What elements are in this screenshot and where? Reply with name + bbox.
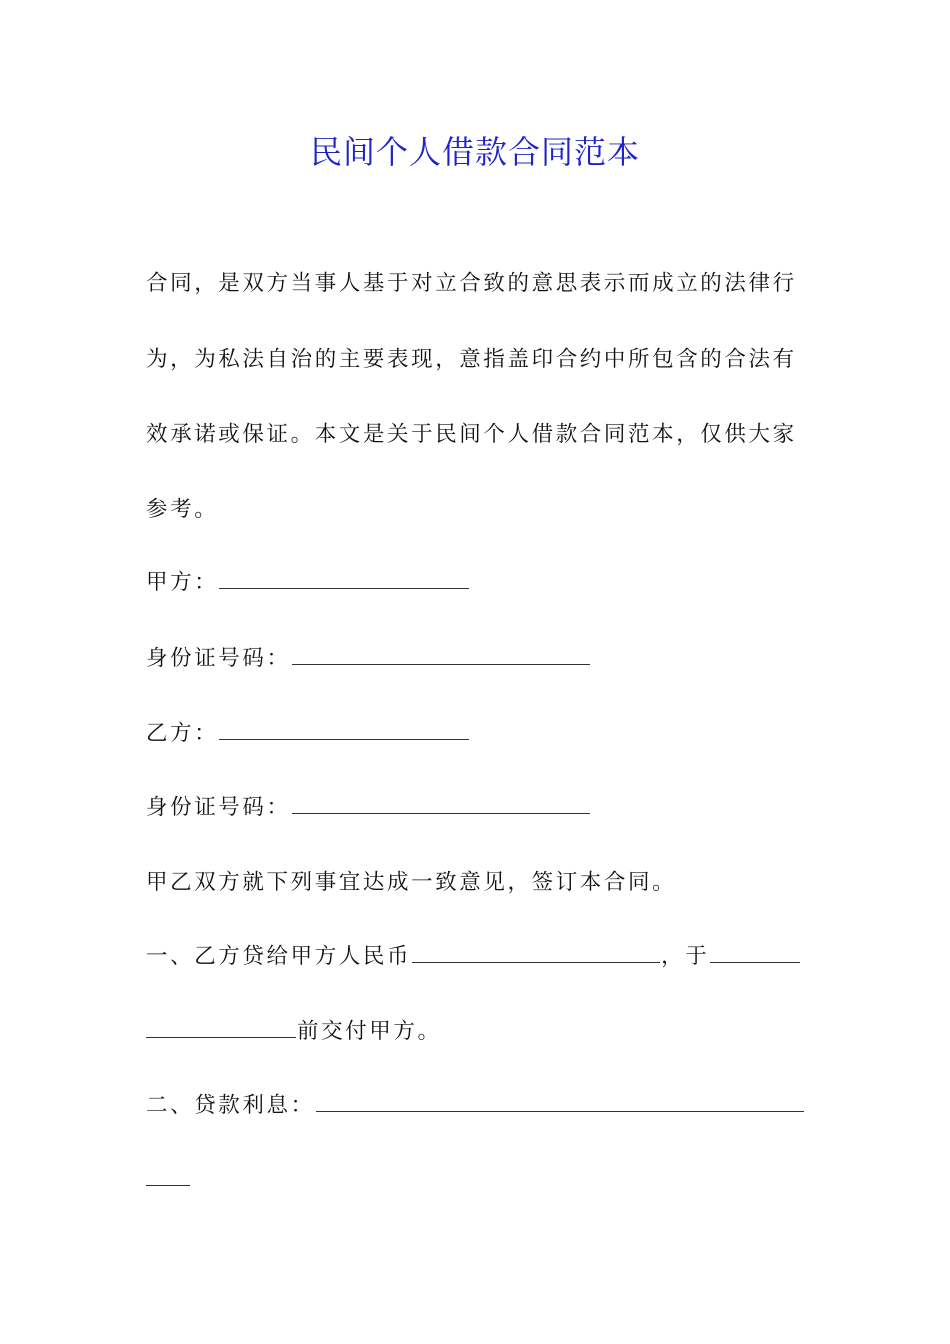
- id-b-label: 身份证号码：: [146, 795, 291, 820]
- agreement-statement: 甲乙双方就下列事宜达成一致意见，签订本合同。: [146, 870, 677, 895]
- intro-line-1: 合同，是双方当事人基于对立合致的意思表示而成立的法律行: [146, 271, 797, 296]
- clause-2-line-1: [146, 1092, 805, 1120]
- clause-1-line-1: [146, 943, 801, 971]
- loan-amount-blank[interactable]: [412, 944, 660, 963]
- id-a-label: 身份证号码：: [146, 646, 291, 671]
- id-b-field: [146, 794, 591, 822]
- intro-line-3: 效承诺或保证。本文是关于民间个人借款合同范本，仅供大家: [146, 422, 797, 447]
- party-b-blank[interactable]: [219, 721, 469, 740]
- intro-line-4: 参考。: [146, 497, 219, 522]
- party-a-field: [146, 569, 470, 597]
- clause-1-middle: ，于: [661, 944, 710, 969]
- delivery-date-blank[interactable]: [710, 944, 800, 963]
- interest-blank[interactable]: [316, 1093, 804, 1112]
- id-b-blank[interactable]: [292, 795, 590, 814]
- interest-blank-continued[interactable]: [146, 1167, 190, 1186]
- document-title: 民间个人借款合同范本: [309, 133, 640, 171]
- clause-1-line-2: [146, 1018, 442, 1046]
- id-a-blank[interactable]: [292, 646, 590, 665]
- clause-1-suffix: 前交付甲方。: [297, 1019, 442, 1044]
- party-b-label: 乙方：: [146, 721, 219, 746]
- party-a-blank[interactable]: [219, 570, 469, 589]
- intro-line-2: 为，为私法自治的主要表现，意指盖印合约中所包含的合法有: [146, 347, 797, 372]
- delivery-date-blank-continued[interactable]: [146, 1019, 296, 1038]
- clause-2-label: 二、贷款利息：: [146, 1093, 315, 1118]
- party-b-field: [146, 720, 470, 748]
- id-a-field: [146, 645, 591, 673]
- clause-2-line-2: [146, 1166, 191, 1194]
- party-a-label: 甲方：: [146, 570, 219, 595]
- clause-1-prefix: 一、乙方贷给甲方人民币: [146, 944, 412, 969]
